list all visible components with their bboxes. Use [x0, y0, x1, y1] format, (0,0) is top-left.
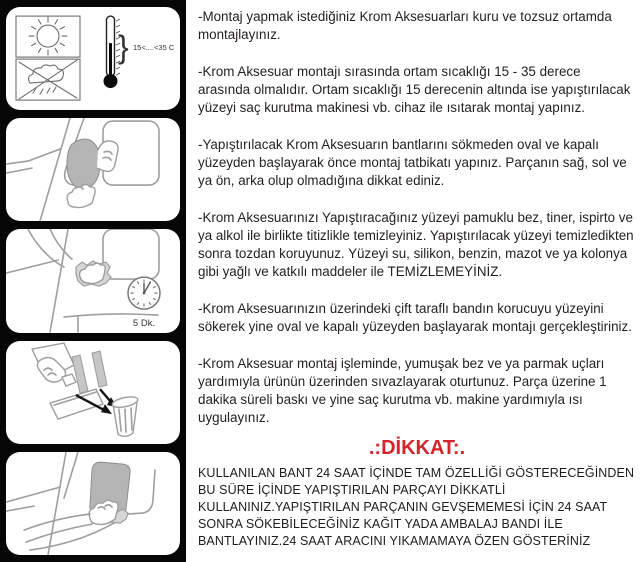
tape-strips: [72, 351, 107, 393]
surface-cleaning-illustration: [6, 229, 180, 332]
warning-body: KULLANILAN BANT 24 SAAT İÇİNDE TAM ÖZELLİĞİ GÖSTERECEĞİNDEN BU SÜRE İÇİNDE YAPIŞTIRILAN PARÇAYI DİKKATLİ KULLANINIZ.YAPIŞTIRILAN PARÇANIN GEVŞEMEMESİ İÇİN 24 SAAT SONRA SÖKEBİLECEĞİNİZ KAĞIT YADA AMBALAJ BANDI İLE BANTLAYINIZ.24 SAAT ARACINI YIKAMAMAYA ÖZEN GÖSTERİNİZ: [198, 466, 635, 548]
lower-hand: [67, 185, 95, 208]
panel-trial-fit: [6, 118, 180, 221]
upper-hand: [97, 141, 118, 171]
trash-can-icon: [111, 395, 138, 436]
no-rain-icon: [19, 60, 77, 99]
door-pillar-lines: [6, 452, 155, 555]
trial-fit-illustration: [6, 118, 180, 221]
instruction-paragraph-trial-fit: -Yapıştırılacak Krom Aksesuarın bantlarını sökmeden oval ve kapalı yüzeyden başlayarak önce montaj tatbikatı yapınız. Parçanın sağ, sol ve ya ön, arka olup olmadığına dikkat ediniz.: [198, 137, 627, 188]
clock-duration-label: 5 Dk.: [132, 318, 156, 330]
steps-column: [0, 0, 186, 562]
warning-title: .:DİKKAT:.: [368, 437, 466, 459]
instruction-paragraph-dry-environment: -Montaj yapmak istediğiniz Krom Aksesuarları kuru ve tozsuz ortamda montajlayınız.: [198, 9, 612, 42]
tape-peel-illustration: [6, 341, 180, 444]
instructions-column: [186, 0, 640, 562]
panel-environment-conditions: [6, 7, 180, 110]
press-mounting-illustration: [6, 452, 180, 555]
range-brace: }: [118, 29, 129, 66]
instruction-paragraph-pressing: -Krom Aksesuar montaj işleminde, yumuşak bez ve ya parmak uçları yardımıyla ürünün üzerinden sıvazlayarak oturtunuz. Parça üzerine 1 dakika süreli baskı ve yine saç kurutma vb. makine yardımıyla ısı uygulayınız.: [198, 356, 607, 425]
instruction-paragraph-temperature: -Krom Aksesuar montajı sırasında ortam sıcaklığı 15 - 35 derece arasında olmalıdır. Ortam sıcaklığı 15 derecenin altında ise yapıştırılacak yüzeyi saç kurutma makinesi vb. cihaz ile ısıtarak montaj yapınız.: [198, 64, 631, 115]
temperature-range-label: 15<....<35 C: [133, 43, 175, 53]
panel-surface-cleaning: [6, 229, 180, 332]
instruction-paragraph-cleaning: -Krom Aksesuarınızı Yapıştıracağınız yüzeyi pamuklu bez, tiner, ispirto ve ya alkol ile birlikte titizlikle temizleyiniz. Yapıştırılacak yüzeyi temizledikten sonra tozdan koruyunuz. Yüzeyi su, silikon, benzin, mazot ve ya kolonya gibi yağlı ve katkılı maddeler ile TEMİZLEMEYİNİZ.: [198, 210, 634, 279]
sun-icon: [29, 17, 67, 55]
environment-conditions-illustration: [6, 7, 180, 110]
panel-press-mounting: [6, 452, 180, 555]
instruction-paragraph-tape-removal: -Krom Aksesuarınızın üzerindeki çift taraflı bandın korucuyu yüzeyini sökerek yine oval ve kapalı yüzeyden başlayarak montajı gerçekleştiriniz.: [198, 301, 632, 334]
panel-tape-peel: [6, 341, 180, 444]
thermometer-icon: [104, 16, 175, 88]
chrome-part: [67, 139, 100, 189]
clock-icon: [128, 278, 160, 310]
